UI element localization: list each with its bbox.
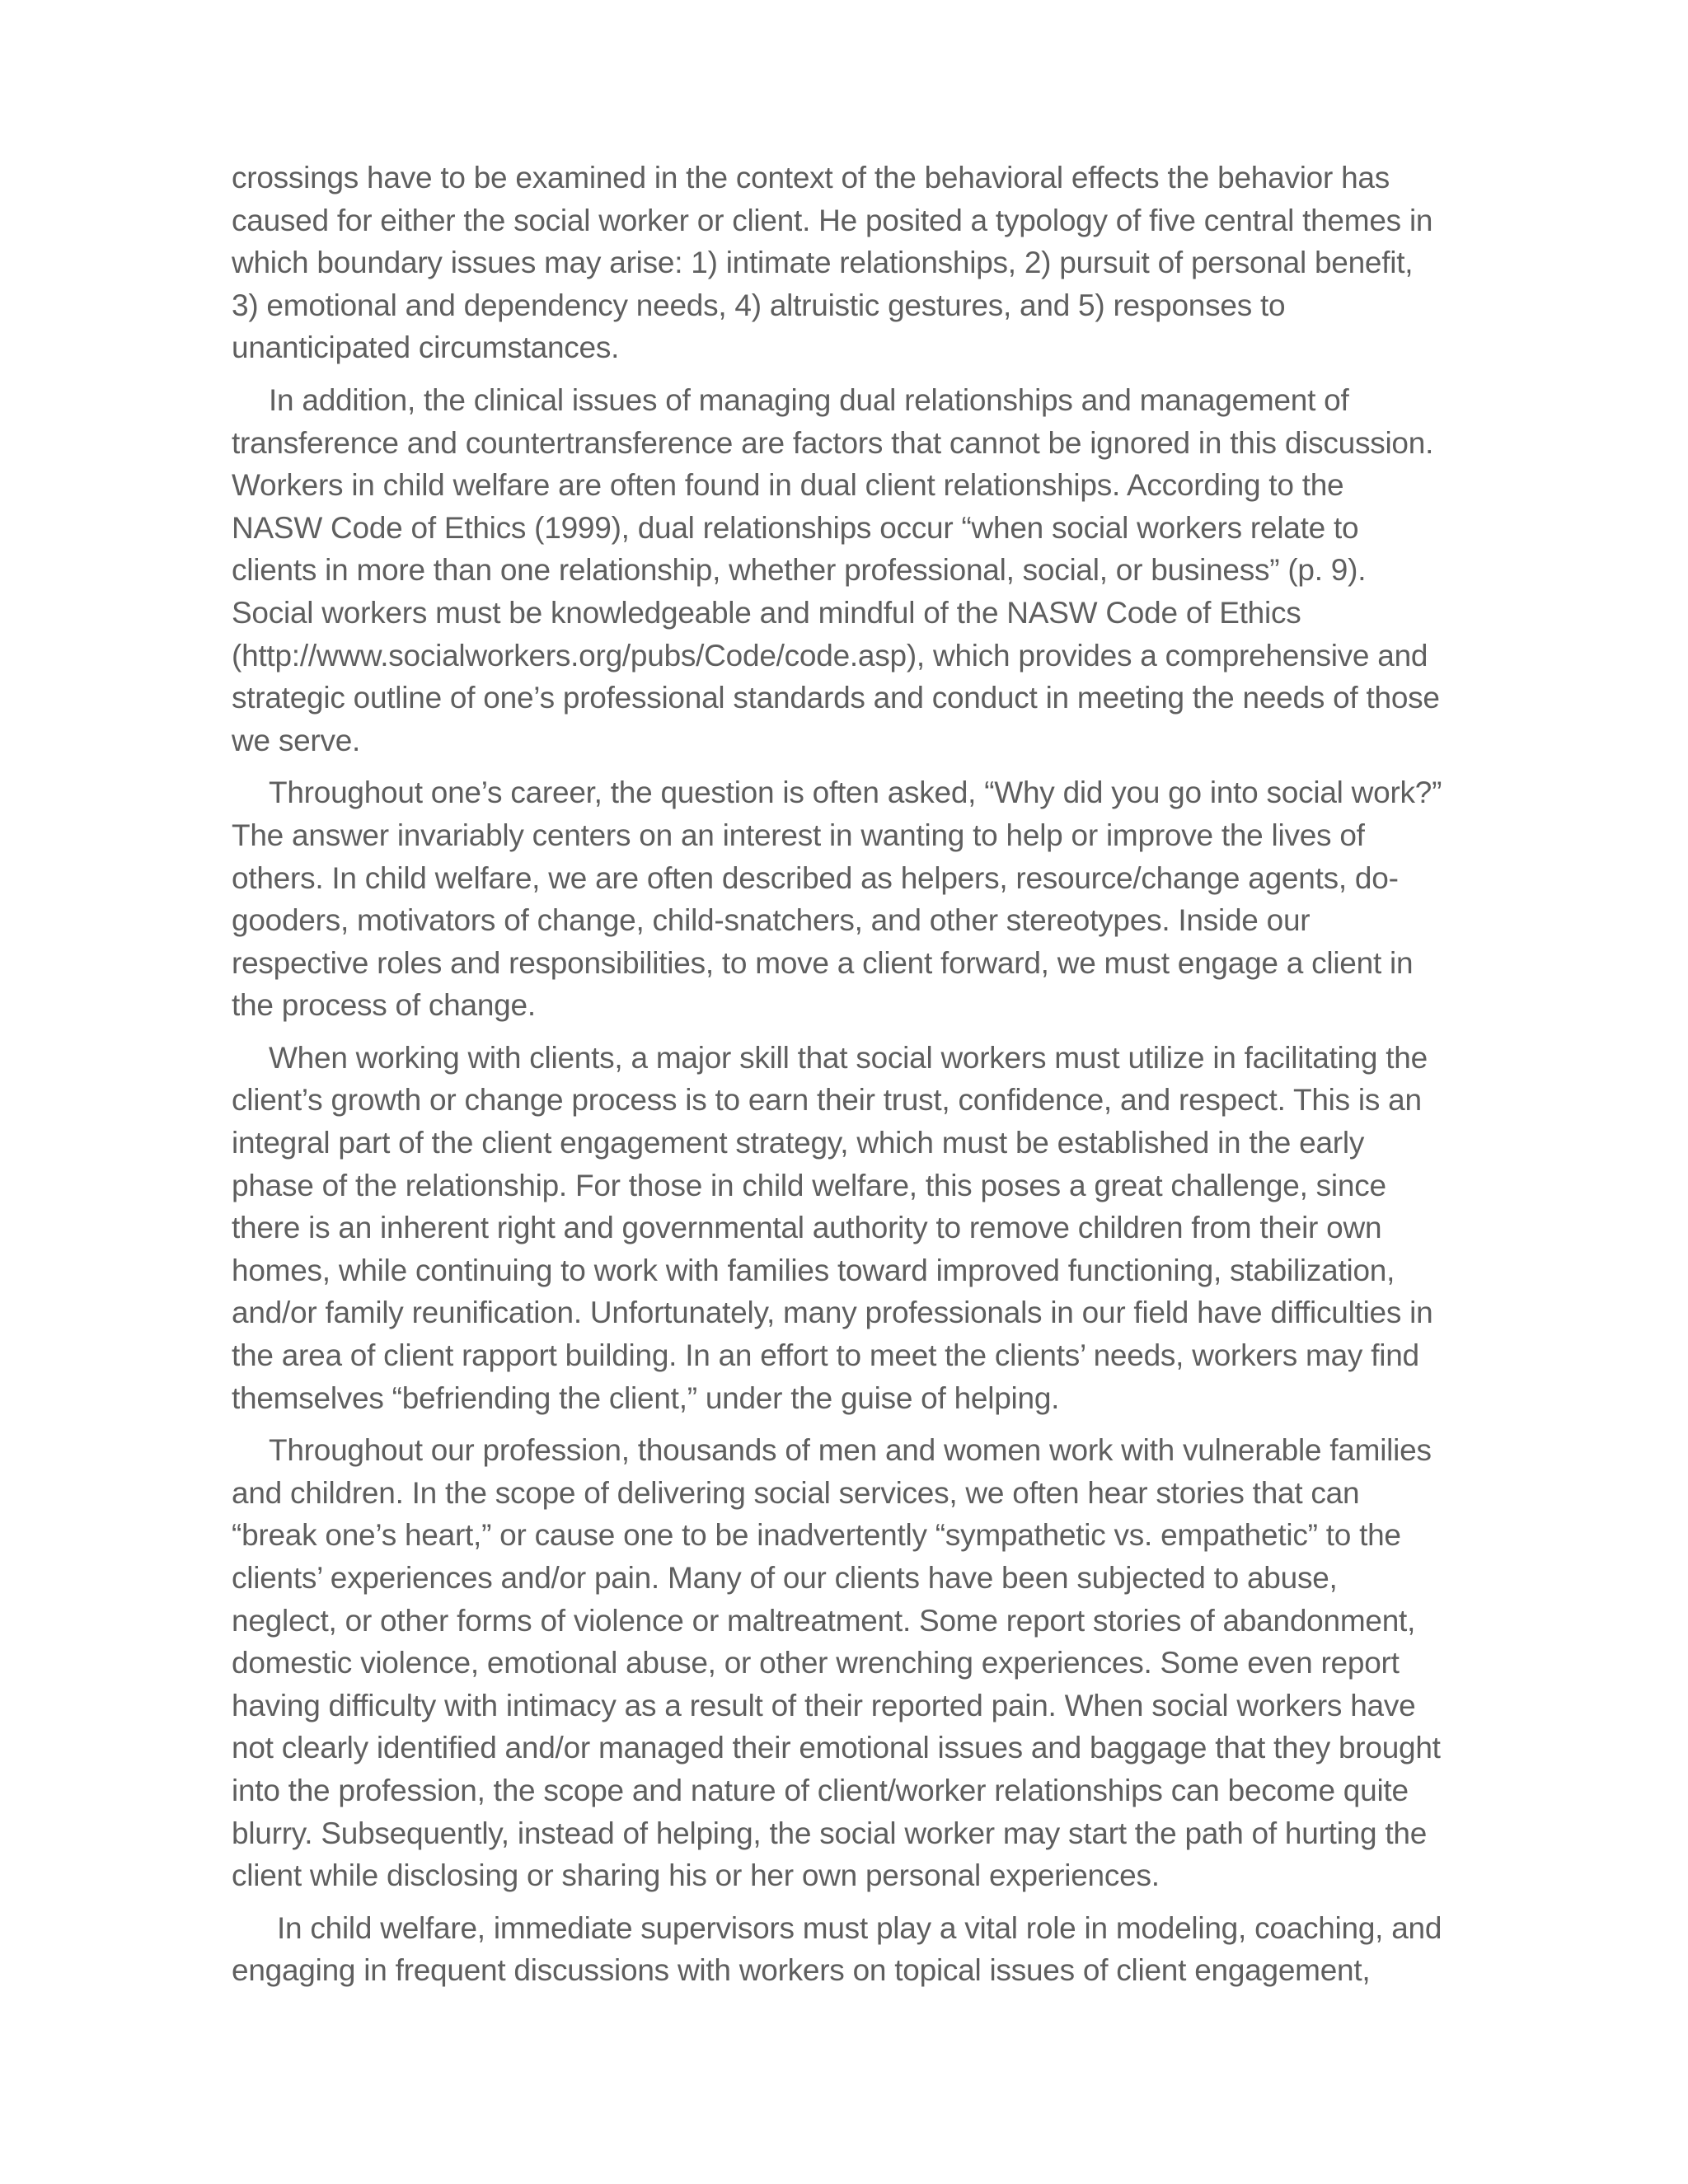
text-line: transference and countertransference are factors that cannot be ignored in this discussion. bbox=[232, 425, 1434, 460]
text-line: respective roles and responsibilities, to move a client forward, we must engage a client in bbox=[232, 945, 1414, 980]
paragraph-boundary-themes bbox=[232, 157, 1550, 369]
text-line: gooders, motivators of change, child-snatchers, and other stereotypes. Inside our bbox=[232, 903, 1311, 938]
text-line: Social workers must be knowledgeable and mindful of the NASW Code of Ethics bbox=[232, 595, 1301, 630]
text-line: client while disclosing or sharing his or her own personal experiences. bbox=[232, 1858, 1160, 1893]
paragraph-client-trust bbox=[232, 1037, 1550, 1419]
text-line: (http://www.socialworkers.org/pubs/Code/code.asp), which provides a comprehensive and bbox=[232, 638, 1428, 673]
text-line: client’s growth or change process is to earn their trust, confidence, and respect. This is an bbox=[232, 1083, 1422, 1118]
text-line: The answer invariably centers on an interest in wanting to help or improve the lives of bbox=[232, 818, 1365, 852]
text-line: and/or family reunification. Unfortunately, many professionals in our field have difficulties in bbox=[232, 1296, 1433, 1330]
paragraph-dual-relationships bbox=[232, 379, 1550, 762]
text-line: caused for either the social worker or client. He posited a typology of five central themes in bbox=[232, 203, 1433, 237]
text-line: themselves “befriending the client,” under the guise of helping. bbox=[232, 1380, 1060, 1415]
text-line: Throughout one’s career, the question is often asked, “Why did you go into social work?” bbox=[269, 776, 1442, 810]
text-line: strategic outline of one’s professional standards and conduct in meeting the needs of those bbox=[232, 681, 1440, 715]
paragraph-supervisors bbox=[232, 1907, 1550, 1992]
text-line: there is an inherent right and governmental authority to remove children from their own bbox=[232, 1211, 1382, 1245]
text-line: blurry. Subsequently, instead of helping, the social worker may start the path of hurting the bbox=[232, 1816, 1428, 1850]
paragraph-career-question bbox=[232, 771, 1550, 1027]
text-line: not clearly identified and/or managed their emotional issues and baggage that they brought bbox=[232, 1731, 1441, 1765]
text-line: Workers in child welfare are often found in dual client relationships. According to the bbox=[232, 468, 1344, 503]
text-line: having difficulty with intimacy as a result of their reported pain. When social workers have bbox=[232, 1688, 1416, 1722]
text-line: When working with clients, a major skill that social workers must utilize in facilitating the bbox=[269, 1040, 1428, 1075]
text-line: In child welfare, immediate supervisors must play a vital role in modeling, coaching, and bbox=[277, 1910, 1442, 1945]
text-line: clients in more than one relationship, whether professional, social, or business” (p. 9). bbox=[232, 553, 1367, 588]
text-line: engaging in frequent discussions with workers on topical issues of client engagement, bbox=[232, 1953, 1371, 1988]
text-line: unanticipated circumstances. bbox=[232, 330, 620, 365]
text-line: others. In child welfare, we are often described as helpers, resource/change agents, do- bbox=[232, 860, 1399, 895]
text-line: Throughout our profession, thousands of men and women work with vulnerable families bbox=[269, 1433, 1432, 1468]
text-line: into the profession, the scope and nature of client/worker relationships can become quite bbox=[232, 1773, 1409, 1807]
text-line: 3) emotional and dependency needs, 4) altruistic gestures, and 5) responses to bbox=[232, 288, 1286, 322]
text-line: and children. In the scope of delivering social services, we often hear stories that can bbox=[232, 1475, 1360, 1510]
text-line: integral part of the client engagement strategy, which must be established in the early bbox=[232, 1126, 1365, 1160]
text-line: crossings have to be examined in the context of the behavioral effects the behavior has bbox=[232, 161, 1390, 194]
text-line: we serve. bbox=[232, 723, 361, 757]
paragraph-vulnerable-families bbox=[232, 1429, 1550, 1897]
text-line: In addition, the clinical issues of managing dual relationships and management of bbox=[269, 382, 1349, 417]
text-line: NASW Code of Ethics (1999), dual relationships occur “when social workers relate to bbox=[232, 510, 1359, 545]
text-line: homes, while continuing to work with families toward improved functioning, stabilization, bbox=[232, 1253, 1395, 1287]
text-line: the area of client rapport building. In an effort to meet the clients’ needs, workers may find bbox=[232, 1338, 1419, 1373]
text-line: phase of the relationship. For those in child welfare, this poses a great challenge, since bbox=[232, 1168, 1386, 1202]
text-line: clients’ experiences and/or pain. Many of our clients have been subjected to abuse, bbox=[232, 1561, 1338, 1595]
text-line: the process of change. bbox=[232, 988, 536, 1023]
text-line: “break one’s heart,” or cause one to be inadvertently “sympathetic vs. empathetic” to the bbox=[232, 1518, 1401, 1553]
text-line: neglect, or other forms of violence or maltreatment. Some report stories of abandonment, bbox=[232, 1603, 1416, 1638]
body-text bbox=[232, 157, 1550, 2002]
text-line: domestic violence, emotional abuse, or other wrenching experiences. Some even report bbox=[232, 1646, 1400, 1680]
text-line: which boundary issues may arise: 1) intimate relationships, 2) pursuit of personal benefit, bbox=[232, 246, 1414, 280]
